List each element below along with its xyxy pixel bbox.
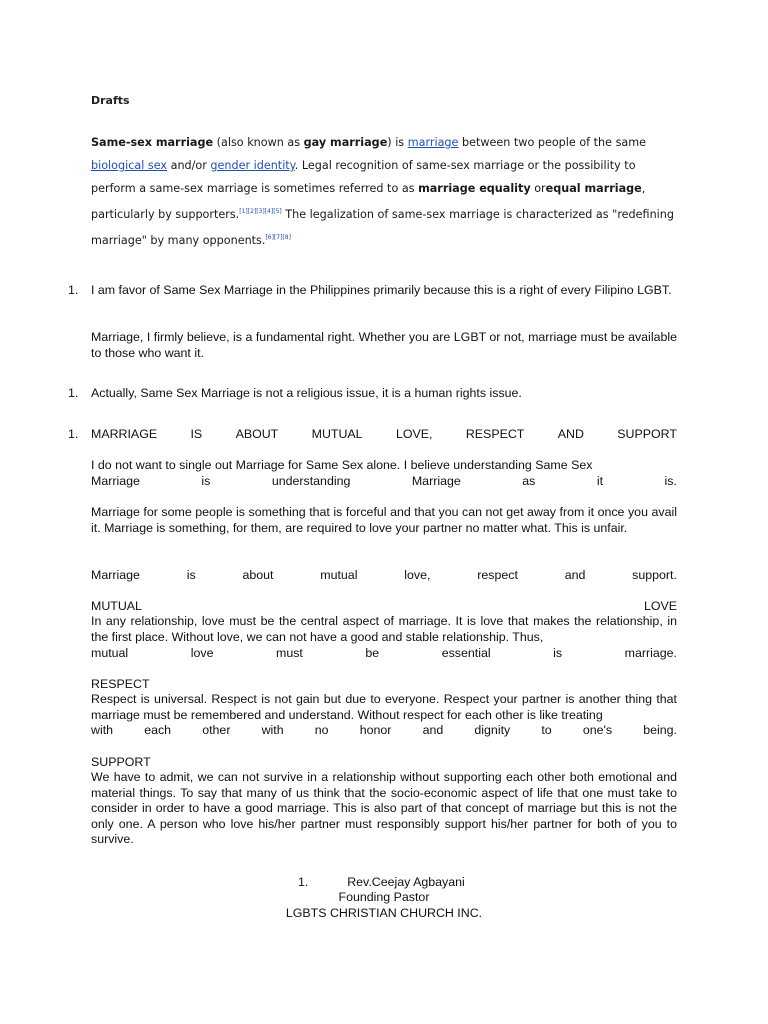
section-title-respect: RESPECT <box>91 677 150 691</box>
citation-links-1[interactable]: [1][2][3][4][5] <box>239 208 282 215</box>
paragraph-favor: I am favor of Same Sex Marriage in the Philippines primarily because this is a right of every Filipino LGBT. <box>91 283 672 297</box>
term-equal-marriage: equal marriage <box>545 182 642 195</box>
paragraph-support: We have to admit, we can not survive in a relationship without supporting each other both emotional and material things. To say that many of us think that the socio-economic aspect of life that one must take to consider in order to have a good marriage. This is also part of that concept of marriage but this is not the only one. A person who love his/her partner must responsibly support his/her partner for both of you to survive. <box>91 770 677 847</box>
paragraph-respect: Respect is universal. Respect is not gain but due to everyone. Respect your partner is another thing that marriage must be remembered and understand. Without respect for each other is like treating <box>91 692 677 722</box>
link-biological-sex[interactable]: biological sex <box>91 159 168 172</box>
signature-organization: LGBTS CHRISTIAN CHURCH INC. <box>285 906 483 920</box>
link-marriage[interactable]: marriage <box>407 136 459 149</box>
citation-links-2[interactable]: [6][7][8] <box>265 234 291 241</box>
signature-number: 1. <box>298 875 309 889</box>
paragraph-respect-last-line: with each other with no honor and dignity to one's being. <box>91 723 677 737</box>
paragraph-mutual-love-respect: Marriage is about mutual love, respect and support. <box>91 568 677 582</box>
paragraph-mutual-love: In any relationship, love must be the central aspect of marriage. It is love that makes the relationship, in the first place. Without love, we can not have a good and stable relationship. Thus, <box>91 614 677 644</box>
list-number: 1. <box>68 283 79 297</box>
paragraph-human-rights: Actually, Same Sex Marriage is not a religious issue, it is a human rights issue. <box>91 386 522 400</box>
section-title-support: SUPPORT <box>91 755 151 769</box>
intro-paragraph: Same-sex marriage (also known as gay marriage) is marriage between two people of the same biological sex and/or gender identity. Legal recognition of same-sex marriage or the possibility to perform a same-sex marriage is sometimes referred to as marriage equality orequal marriage, particularly by supporters.[1][2][3][4][5] The legalization of same-sex marriage is characterized as "redefining marriage" by many opponents.[6][7][8] <box>91 136 674 247</box>
term-marriage-equality: marriage equality <box>418 182 531 195</box>
page-heading: Drafts <box>91 94 130 107</box>
list-number: 1. <box>68 386 79 400</box>
term-same-sex-marriage: Same-sex marriage <box>91 136 214 149</box>
paragraph-mutual-love-last-line: mutual love must be essential is marriage. <box>91 646 677 660</box>
list-number: 1. <box>68 427 79 441</box>
paragraph-single-out-line2: Marriage is understanding Marriage as it is. <box>91 474 677 488</box>
signature-title: Founding Pastor <box>338 890 430 904</box>
link-gender-identity[interactable]: gender identity <box>210 159 295 172</box>
term-gay-marriage: gay marriage <box>303 136 388 149</box>
paragraph-fundamental-right: Marriage, I firmly believe, is a fundamental right. Whether you are LGBT or not, marriage must be available to those who want it. <box>91 330 677 360</box>
headline-marriage-is-about: MARRIAGE IS ABOUT MUTUAL LOVE, RESPECT AND SUPPORT <box>91 427 677 441</box>
paragraph-single-out-line1: I do not want to single out Marriage for Same Sex alone. I believe understanding Same Sex <box>91 458 593 472</box>
signature-name: Rev.Ceejay Agbayani <box>347 875 465 889</box>
section-title-mutual-love: MUTUAL LOVE <box>91 599 677 613</box>
paragraph-forceful: Marriage for some people is something that is forceful and that you can not get away from it once you avail it. Marriage is something, for them, are required to love your partner no matter what. This is unfair. <box>91 505 677 535</box>
